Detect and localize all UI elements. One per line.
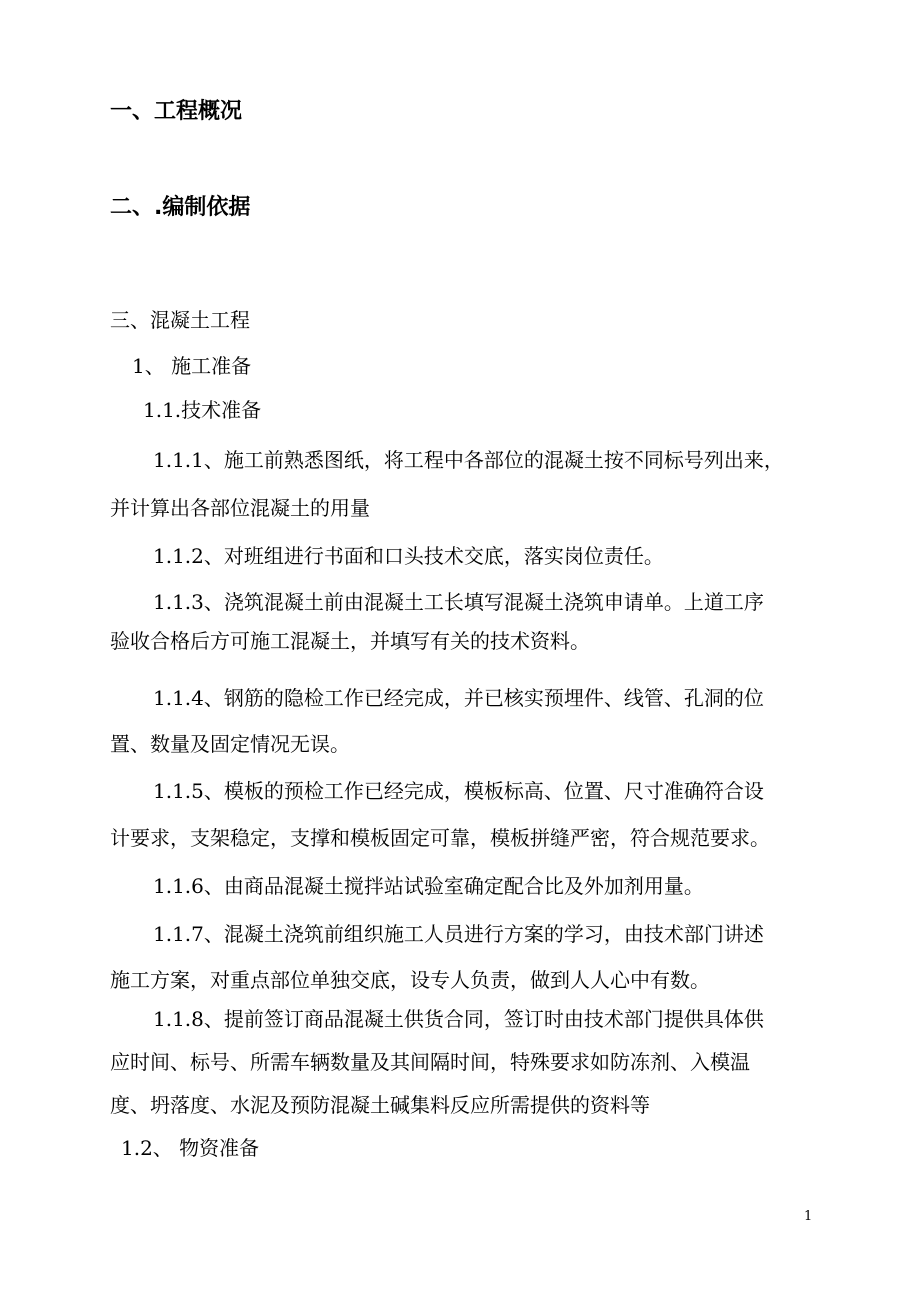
paragraph-line: 1.1.2、对班组进行书面和口头技术交底，落实岗位责任。	[153, 544, 664, 568]
paragraph-line: 1.1.3、浇筑混凝土前由混凝土工长填写混凝土浇筑申请单。上道工序	[153, 590, 764, 614]
paragraph-line: 1.1.1、施工前熟悉图纸，将工程中各部位的混凝土按不同标号列出来，	[153, 448, 784, 472]
heading-project-overview: 一、工程概况	[110, 99, 243, 124]
page-number: 1	[804, 1209, 813, 1224]
paragraph-line: 1.1.8、提前签订商品混凝土供货合同，签订时由技术部门提供具体供	[153, 1007, 764, 1031]
paragraph-line: 计要求，支架稳定，支撑和模板固定可靠，模板拼缝严密，符合规范要求。	[110, 826, 770, 850]
paragraph-line: 1.1.4、钢筋的隐检工作已经完成，并已核实预埋件、线管、孔洞的位	[153, 686, 764, 710]
paragraph-line: 验收合格后方可施工混凝土，并填写有关的技术资料。	[110, 629, 590, 653]
paragraph-line: 1.1.6、由商品混凝土搅拌站试验室确定配合比及外加剂用量。	[153, 874, 704, 898]
section-title-concrete: 三、混凝土工程	[110, 308, 250, 332]
paragraph-line: 并计算出各部位混凝土的用量	[110, 496, 370, 520]
paragraph-line: 施工方案，对重点部位单独交底，设专人负责，做到人人心中有数。	[110, 968, 710, 992]
paragraph-line: 1.1.5、模板的预检工作已经完成，模板标高、位置、尺寸准确符合设	[153, 779, 764, 803]
subsection-technical-prep: 1.1.技术准备	[143, 398, 262, 422]
paragraph-line: 应时间、标号、所需车辆数量及其间隔时间，特殊要求如防冻剂、入模温	[110, 1050, 750, 1074]
paragraph-line: 度、坍落度、水泥及预防混凝土碱集料反应所需提供的资料等	[110, 1093, 650, 1117]
heading-compilation-basis: 二、.编制依据	[110, 195, 251, 220]
subsection-material-prep: 1.2、 物资准备	[121, 1136, 260, 1160]
subsection-construction-prep: 1、 施工准备	[132, 354, 252, 378]
paragraph-line: 1.1.7、混凝土浇筑前组织施工人员进行方案的学习，由技术部门讲述	[153, 922, 764, 946]
paragraph-line: 置、数量及固定情况无误。	[110, 732, 350, 756]
